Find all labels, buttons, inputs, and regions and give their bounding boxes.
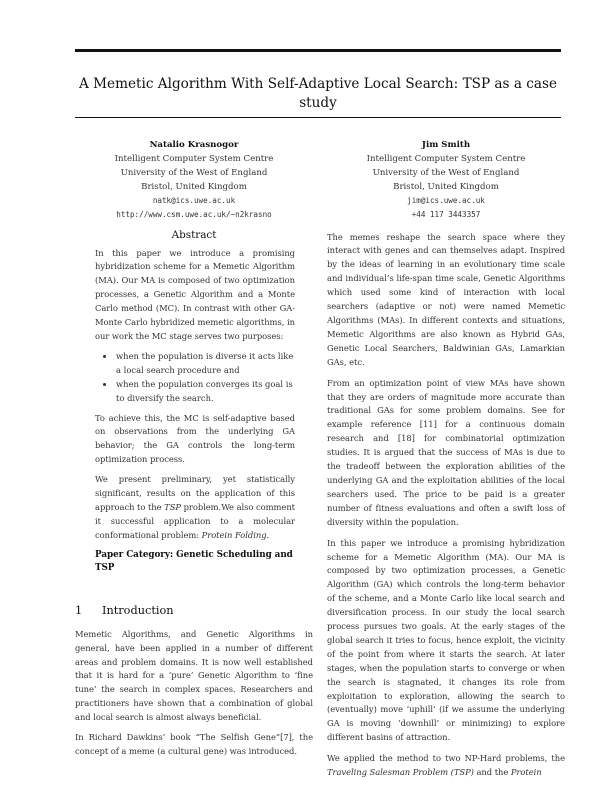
paper-category: Paper Category: Genetic Scheduling and TSP [95, 549, 293, 574]
author-url: http://www.csm.uwe.ac.uk/~n2krasno [116, 210, 272, 220]
author-location: Bristol, United Kingdom [141, 182, 247, 193]
abstract-body [75, 247, 313, 576]
abstract-bullet: • when the population is diverse it acts like a local search procedure and [115, 350, 295, 378]
author-email: jim@ics.uwe.ac.uk [407, 196, 485, 206]
abstract-bullet-list [95, 350, 295, 406]
author-block-2 [327, 138, 565, 223]
author-university: University of the West of England [372, 168, 520, 179]
section-heading-introduction: 1 Introduction [75, 603, 174, 617]
abstract-bullet: • when the population converges its goal is to diversify the search. [115, 378, 295, 406]
body-paragraph: From an optimization point of view MAs have shown that they are orders of magnitude more accurate than traditional GAs for some problem domains. See for example reference [11] for a continuous domain research and [18] for combinatorial optimization studies. It is argued that the success of MAs is due to the tradeoff between the exploration abilities of the underlying GA and the exploitation abilities of the local searchers used. The price to be paid is a greater number of fitness evaluations and often a swift loss of diversity within the population. [327, 377, 565, 527]
author-affiliation: Intelligent Computer System Centre [366, 154, 526, 165]
abstract-paragraph: We present preliminary, yet statistically significant, results on the application of this approach to the TSP problem.We also comment it successful application to a molecular conformational problem: Protein Folding. [95, 474, 295, 540]
left-column [75, 138, 313, 765]
author-name: Natalio Krasnogor [149, 140, 239, 150]
top-rule [75, 49, 561, 52]
body-paragraph: In this paper we introduce a promising hybridization scheme for a Memetic Algorithm (MA). Our MA is composed by two optimization processes, a Genetic Algorithm (GA) which controls the long-term behavior of the scheme, and a Monte Carlo like local search and diversification process. In our study the local search process pursues two goals. At the early stages of the global search it tries to focus, hence exploit, the vicinity of the point from where it starts the search. At later stages, when the population starts to converge or when the search is stagnated, it changes its role from exploitation to exploration, allowing the search to (eventually) move ‘uphill’ (if we assume the underlying GA is moving ‘downhill’ or minimizing) to explore different basins of attraction. [327, 537, 565, 743]
author-university: University of the West of England [120, 168, 268, 179]
author-affiliation: Intelligent Computer System Centre [114, 154, 274, 165]
author-phone: +44 117 3443357 [411, 210, 481, 220]
abstract-paragraph: To achieve this, the MC is self-adaptive based on observations from the underlying GA behavior; the GA controls the long-term optimization process. [95, 412, 295, 465]
author-name: Jim Smith [421, 140, 471, 150]
body-paragraph: The memes reshape the search space where they interact with genes and can themselves adapt. Inspired by the ideas of learning in an evolutionary time scale and individual’s life-span time scale, Genetic Algorithms which used some kind of interaction with local searchers (adaptive or not) were named Memetic Algorithms (MAs). In different contexts and situations, Memetic Algorithms are also known as Hybrid GAs, Genetic Local Searchers, Baldwinian GAs, Lamarkian GAs, etc. [327, 231, 565, 367]
intro-paragraph: In Richard Dawkins’ book “The Selfish Gene”[7], the concept of a meme (a cultural gene) was introduced. [75, 732, 313, 756]
abstract-heading: Abstract [171, 228, 217, 241]
author-location: Bristol, United Kingdom [393, 182, 499, 193]
body-paragraph: We applied the method to two NP-Hard problems, the Traveling Salesman Problem (TSP) and the Protein [327, 753, 565, 778]
author-email: natk@ics.uwe.ac.uk [152, 196, 236, 206]
paper-title: A Memetic Algorithm With Self-Adaptive Local Search: TSP as a case study [79, 76, 557, 112]
right-column [327, 138, 565, 787]
intro-paragraph: Memetic Algorithms, and Genetic Algorithms in general, have been applied in a number of different areas and problem domains. It is now well established that it is hard for a ‘pure’ Genetic Algorithm to ‘fine tune’ the search in complex spaces. Researchers and practitioners have shown that a combination of global and local search is almost always beneficial. [75, 628, 313, 723]
abstract-paragraph: In this paper we introduce a promising hybridization scheme for a Memetic Algorithm (MA). Our MA is composed of two optimization processes, a Genetic Algorithm and a Monte Carlo method (MC). In contrast with other GA-Monte Carlo hybridized memetic algorithms, in our work the MC stage serves two purposes: [95, 247, 295, 341]
author-block-1 [75, 138, 313, 223]
title-bottom-rule [75, 117, 561, 118]
